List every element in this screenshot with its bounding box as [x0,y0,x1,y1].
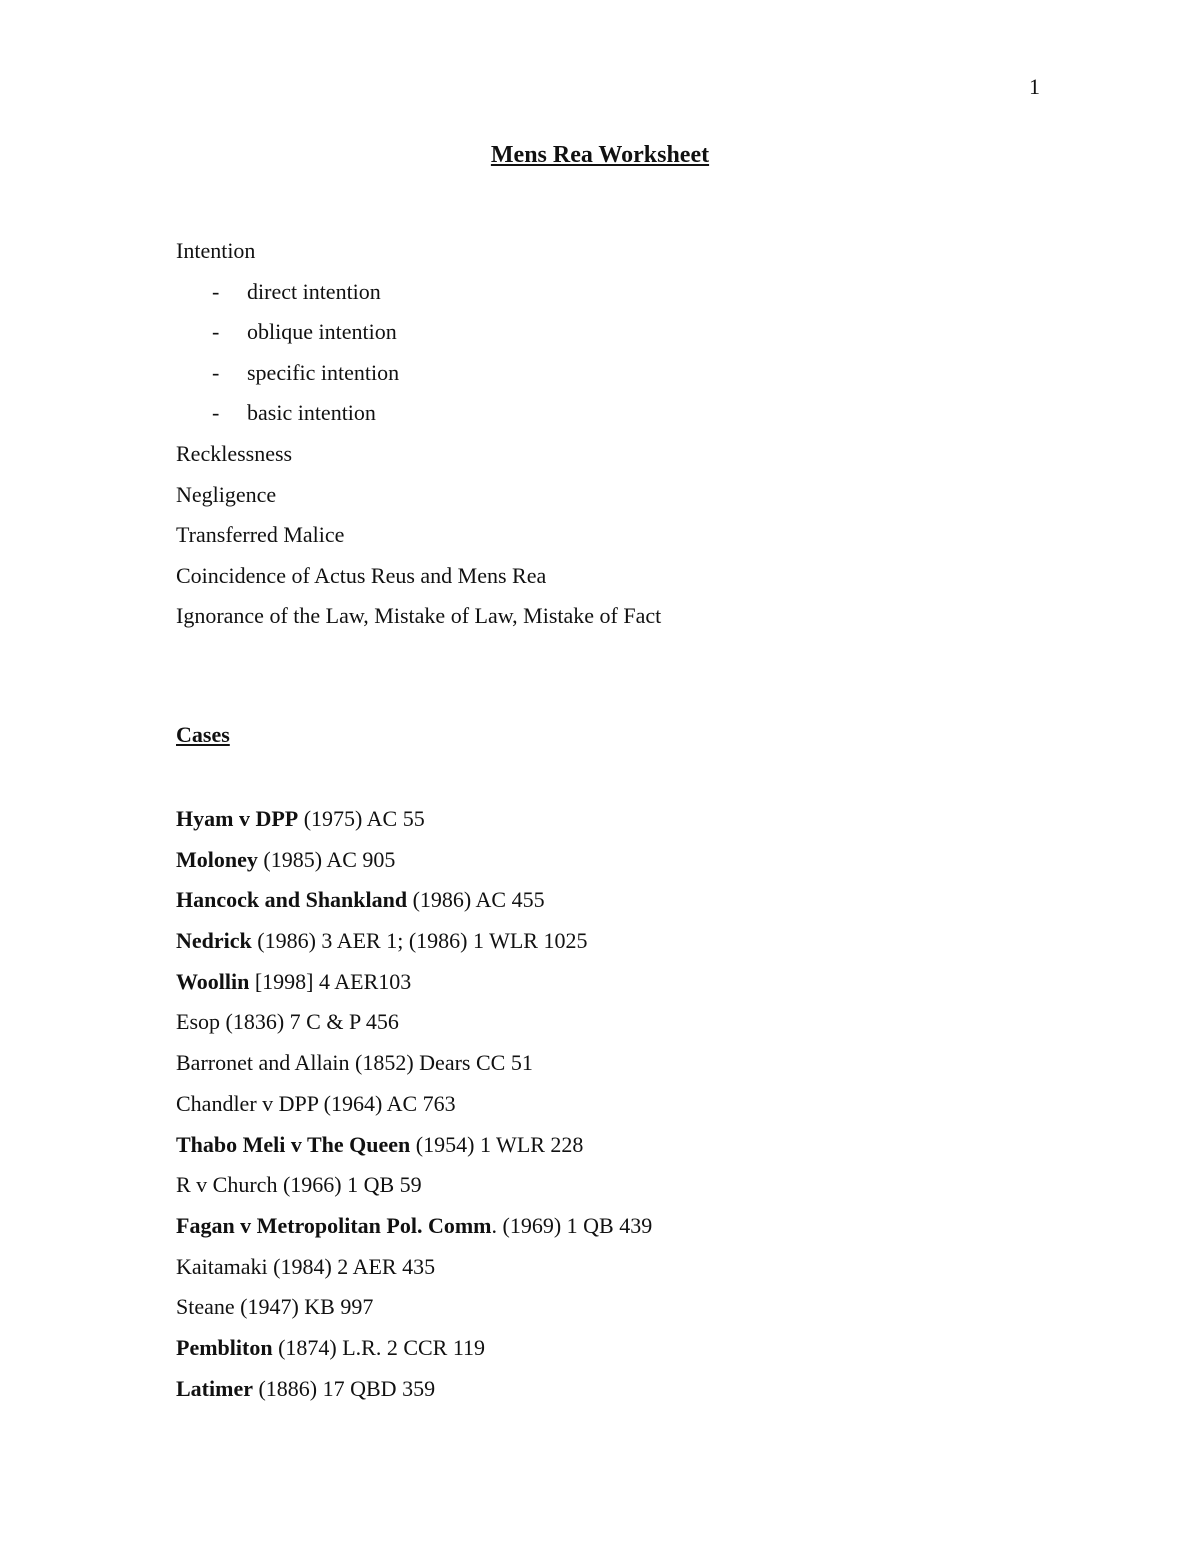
topic-item: Coincidence of Actus Reus and Mens Rea [176,562,547,588]
intention-type-label: direct intention [247,278,381,304]
intention-type-label: oblique intention [247,319,397,345]
topic-item: Recklessness [176,440,293,466]
intention-type-item [176,316,1126,357]
topic-item: Negligence [176,481,277,507]
dash-bullet: - [212,319,220,345]
cases-heading: Cases [176,722,230,747]
case-item [176,1210,1126,1251]
case-item [176,1373,1126,1414]
topics-list [176,235,1126,641]
case-item [176,1332,1126,1373]
case-item [176,925,1126,966]
dash-bullet: - [212,400,220,426]
case-name: Pembliton [176,1334,273,1360]
case-citation: Steane (1947) KB 997 [176,1294,374,1320]
case-citation: (1954) 1 WLR 228 [410,1131,584,1157]
case-item [176,1169,1126,1210]
case-citation: (1985) AC 905 [257,846,396,872]
case-citation: (1886) 17 QBD 359 [252,1375,436,1401]
intention-type-item [176,357,1126,398]
topic-intention: Intention [176,238,256,263]
case-item [176,1251,1126,1292]
dash-bullet: - [212,278,220,304]
topic-item: Ignorance of the Law, Mistake of Law, Mistake of Fact [176,603,662,629]
case-name: Fagan v Metropolitan Pol. Comm [176,1212,492,1238]
case-citation: . (1969) 1 QB 439 [491,1212,653,1238]
topic-item: Transferred Malice [176,522,345,548]
case-citation: Barronet and Allain (1852) Dears CC 51 [176,1050,533,1076]
case-citation: Kaitamaki (1984) 2 AER 435 [176,1253,436,1279]
intention-type-item [176,276,1126,317]
case-item [176,1047,1126,1088]
case-item [176,844,1126,885]
page-title: Mens Rea Worksheet [490,142,710,168]
case-name: Latimer [176,1375,253,1401]
case-citation: Esop (1836) 7 C & P 456 [176,1009,399,1035]
intention-type-item [176,397,1126,438]
page-number: 1 [1029,74,1040,99]
case-item [176,1291,1126,1332]
case-citation: (1986) 3 AER 1; (1986) 1 WLR 1025 [251,928,588,954]
case-citation: (1874) L.R. 2 CCR 119 [272,1334,486,1360]
case-citation: [1998] 4 AER103 [249,968,412,994]
case-name: Hancock and Shankland [176,887,408,913]
case-citation: R v Church (1966) 1 QB 59 [176,1172,422,1198]
case-citation: (1975) AC 55 [298,806,425,831]
case-name: Moloney [176,846,258,872]
dash-bullet: - [212,359,220,385]
case-citation: (1986) AC 455 [407,887,545,913]
case-citation: Chandler v DPP (1964) AC 763 [176,1090,456,1116]
case-item [176,1088,1126,1129]
cases-list [176,803,1126,1413]
case-name: Hyam v DPP [176,806,299,831]
case-name: Woollin [176,968,250,994]
intention-type-label: basic intention [247,400,376,426]
case-item [176,1129,1126,1170]
case-name: Nedrick [176,928,252,954]
case-item [176,803,1126,844]
case-name: Thabo Meli v The Queen [176,1131,411,1157]
intention-type-label: specific intention [247,359,400,385]
case-item [176,966,1126,1007]
case-item [176,1006,1126,1047]
case-item [176,884,1126,925]
